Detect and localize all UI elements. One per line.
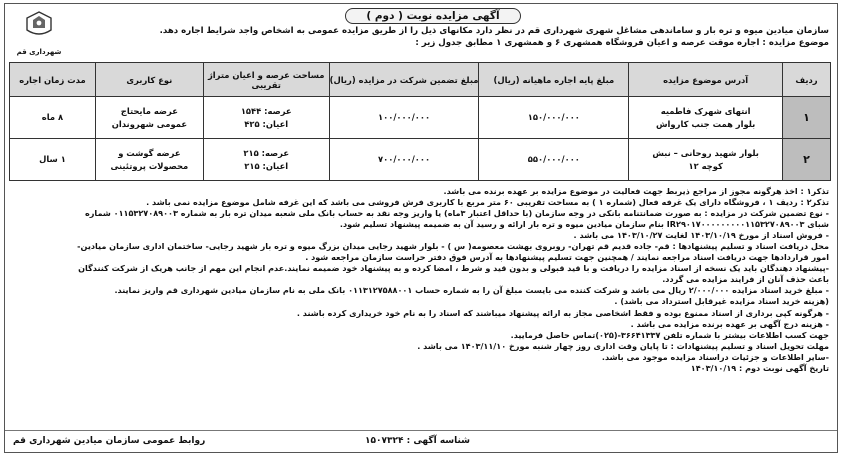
publisher-name: روابط عمومی سازمان میادین شهرداری قم	[13, 436, 206, 446]
logo-caption: شهرداری قم	[16, 48, 62, 56]
note-line: - مبلغ خرید اسناد مزایده ۲/۰۰۰/۰۰۰ ریال می باشد و شرکت کننده می بایست مبلغ آن را به شماره حساب ۰۱۱۳۱۲۷۵۸۸۰۰۱ بانک ملی به نام سازمان میادین شهرداری قم واریز نمایند.	[114, 285, 829, 296]
guarantee-cell: ۱۰۰/۰۰۰/۰۰۰	[329, 97, 479, 139]
intro-line-2: موضوع مزایده : اجاره موقت عرصه و اعیان فروشگاه همشهری ۶ و همشهری ۱ مطابق جدول زیر :	[415, 37, 829, 48]
auction-items-table	[9, 62, 831, 181]
usage-line: عرضه گوشت و	[118, 147, 181, 158]
table-row	[10, 97, 831, 139]
base-price-cell: ۵۵۰/۰۰۰/۰۰۰	[479, 139, 629, 181]
usage-line: عمومی شهروندان	[111, 118, 188, 129]
notice-date: تاریخ آگهی نوبت دوم : ۱۴۰۳/۱۰/۱۹	[690, 362, 829, 373]
intro-text	[69, 26, 829, 49]
notice-title: آگهی مزایده نوبت ( دوم )	[345, 8, 521, 24]
notice-page	[4, 3, 838, 453]
note-line: -پیشنهاد دهندگان باید یک نسخه از اسناد مزایده را دریافت و با قید قبولی و بدون قید و شرط ، امضا کرده و به پیشنهاد خود ضمیمه نمایند.عدم انجام این مهم از جانب هریک از شرکت کنندگان	[78, 263, 829, 274]
note-line: -سایر اطلاعات و جزئیات دراسناد مزایده موجود می باشد.	[601, 351, 829, 362]
note-line: - هرگونه کپی برداری از اسناد ممنوع بوده و فقط اشخاصی مجاز به ارائه پیشنهاد میباشند که اسناد را به نام خود خریداری کرده باشند .	[296, 307, 829, 318]
note-line: جهت کسب اطلاعات بیشتر با شماره تلفن ۳۶۶۴۱۳۳۷-(۰۲۵)تماس حاصل فرمایید.	[510, 329, 829, 340]
row-number: ۱	[783, 97, 831, 139]
header-usage: نوع کاربری	[95, 63, 203, 97]
usage-line: محصولات پروتئینی	[110, 160, 189, 171]
table-header-row	[10, 63, 831, 97]
header-duration: مدت زمان اجاره	[10, 63, 96, 97]
note-line: تذکر۱ : اخذ هرگونه مجوز از مراجع ذیربط جهت فعالیت در موضوع مزایده بر عهده برنده می باشد.	[443, 186, 829, 196]
note-line: - نوع تضمین شرکت در مزایده : به صورت ضمانتنامه بانکی در وجه سازمان (با حداقل اعتبار ۳ماه) یا واریز وجه نقد به حساب بانک ملی شعبه میدان تره بار به شماره ۰۱۱۵۳۲۷۰۸۹۰۰۳ شماره	[84, 208, 829, 219]
area-line: اعیان: ۲۱۵	[244, 160, 289, 171]
note-line: - فروش اسناد از مورخ ۱۴۰۳/۱۰/۱۹ لغایت ۱۴۰۳/۱۰/۲۷ می باشد .	[573, 230, 829, 241]
notice-footer	[5, 430, 837, 452]
address-line: کوچه ۱۲	[688, 160, 723, 171]
ad-id: شناسه آگهی : ۱۵۰۷۳۲۴	[365, 436, 471, 446]
duration-cell: ۱ سال	[10, 139, 96, 181]
municipality-logo	[13, 8, 65, 56]
intro-line-1: سازمان میادین میوه و تره بار و ساماندهی مشاغل شهری شهرداری قم در نظر دارد مکانهای ذیل را از طریق مزایده عمومی به اشخاص واجد شرایط اجاره دهد.	[159, 26, 829, 36]
header-address: آدرس موضوع مزایده	[629, 63, 783, 97]
address-cell	[629, 139, 783, 181]
note-line: (هزینه خرید اسناد مزایده غیرقابل استرداد می باشد) .	[614, 296, 829, 307]
address-line: بلوار شهید روحانی – نبش	[652, 147, 759, 158]
note-line: امور قراردادها جهت دریافت اسناد مراجعه نمایند / همچنین جهت تسلیم پیشنهادها به آدرس فوق دفتر حراست سازمان مراجعه شود .	[305, 252, 829, 263]
note-line: - هزینه درج آگهی بر عهده برنده مزایده می باشد .	[630, 318, 829, 329]
guarantee-cell: ۷۰۰/۰۰۰/۰۰۰	[329, 139, 479, 181]
area-line: عرصه: ۲۱۵	[243, 147, 290, 158]
note-line: شبای IR۲۹۰۱۷۰۰۰۰۰۰۰۰۰۱۱۵۳۲۷۰۸۹۰۰۳ بنام سازمان میادین میوه و تره بار ارائه و رسید آن به ضمیمه پیشنهاد تسلیم شود.	[339, 219, 829, 230]
area-line: اعیان: ۴۲۵	[244, 118, 289, 129]
duration-cell: ۸ ماه	[10, 97, 96, 139]
row-number: ۲	[783, 139, 831, 181]
note-line: باعث حذف آنان از فرایند مزایده می گردد.	[662, 274, 829, 285]
address-cell	[629, 97, 783, 139]
usage-line: عرضه مایحتاج	[120, 105, 178, 116]
address-line: انتهای شهرک فاطمیه	[660, 105, 751, 116]
address-line: بلوار همت جنب کارواش	[655, 118, 756, 129]
area-cell	[203, 139, 329, 181]
header-base-price: مبلغ پایه اجاره ماهیانه (ریال)	[479, 63, 629, 97]
header-guarantee: مبلغ تضمین شرکت در مزایده (ریال)	[329, 63, 479, 97]
notice-notes	[11, 186, 829, 374]
header-row-num: ردیف	[783, 63, 831, 97]
area-cell	[203, 97, 329, 139]
usage-cell	[95, 139, 203, 181]
usage-cell	[95, 97, 203, 139]
note-line: تذکر۲ : ردیف ۱ ، فروشگاه دارای یک غرفه فعال (شماره ۱ ) به مساحت تقریبی ۶۰ متر مربع با کاربری فرش فروشی می باشد که این غرفه شامل موضوع مزایده نمی باشد .	[146, 197, 829, 208]
area-line: عرصه: ۱۵۴۴	[240, 105, 292, 116]
header-area: مساحت عرصه و اعیان متراژ تقریبی	[203, 63, 329, 97]
table-row	[10, 139, 831, 181]
note-line: محل دریافت اسناد و تسلیم پیشنهادها : قم- جاده قدیم قم تهران- روبروی بهشت معصومه( س ) - بلوار شهید رجایی میدان بزرگ میوه و تره بار شهید رجایی- ساختمان اداری سازمان میادین-	[77, 241, 829, 252]
note-line: مهلت تحویل اسناد و تسلیم پیشنهادات : تا پایان وقت اداری روز چهار شنبه مورخ ۱۴۰۳/۱۱/۱۰ می باشد .	[417, 340, 829, 351]
base-price-cell: ۱۵۰/۰۰۰/۰۰۰	[479, 97, 629, 139]
